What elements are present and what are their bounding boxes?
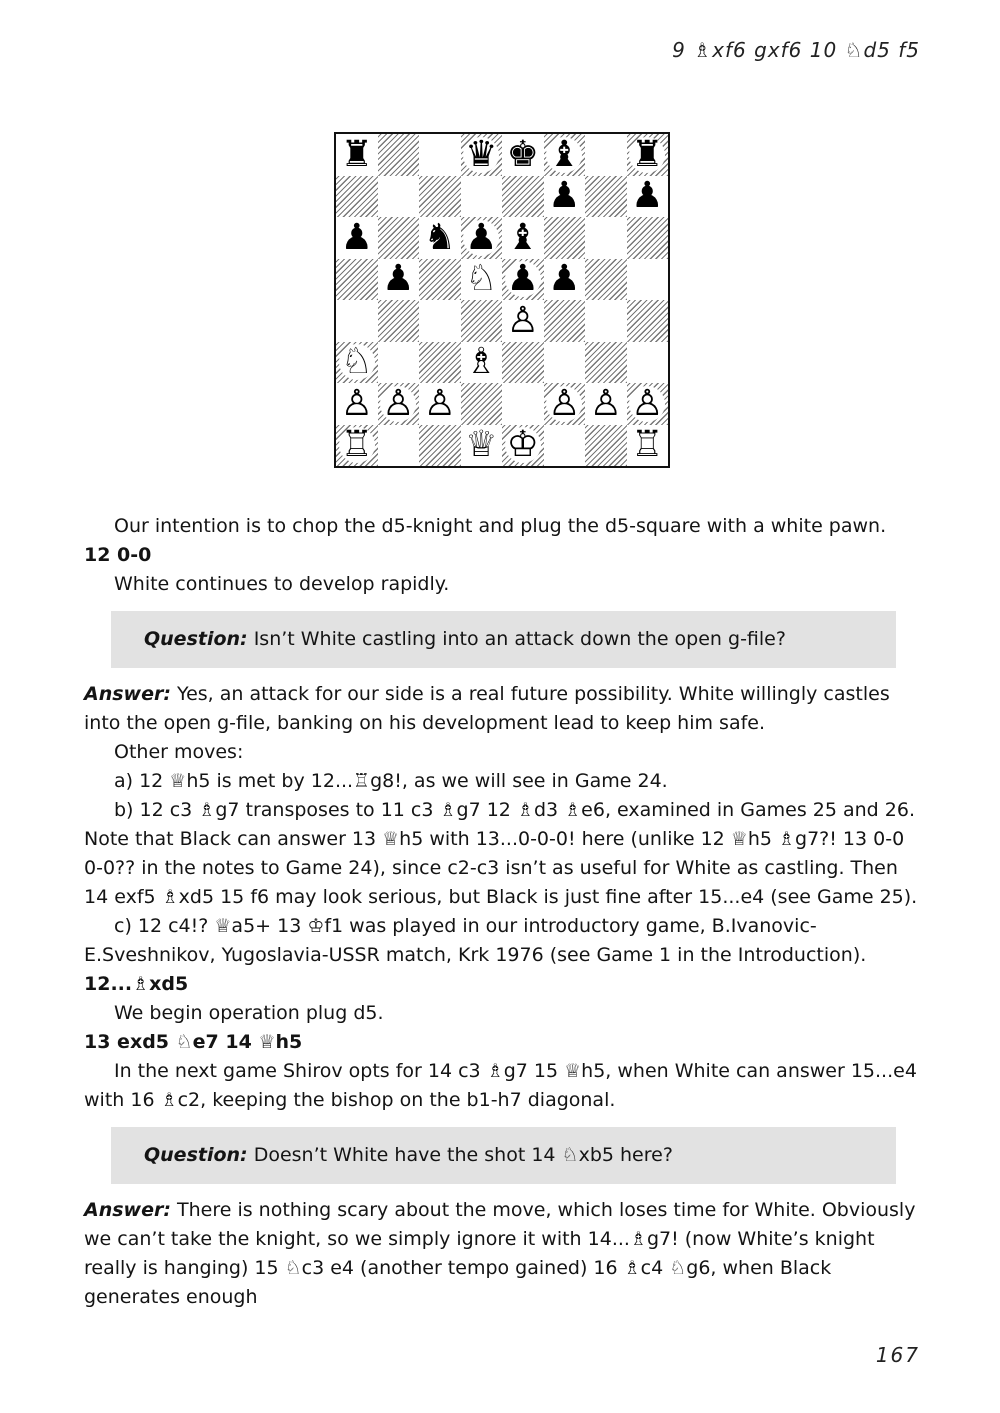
paragraph: We begin operation plug d5. <box>114 1002 384 1024</box>
square-b4 <box>378 300 420 342</box>
square-d7 <box>461 176 503 218</box>
square-g2 <box>585 383 627 425</box>
black-piece-icon: ♟ <box>465 216 498 258</box>
question-text: Doesn’t White have the shot 14 ♘xb5 here? <box>247 1144 673 1166</box>
square-f8 <box>544 134 586 176</box>
white-piece-icon: ♖ <box>340 424 373 466</box>
black-piece-icon: ♝ <box>506 216 539 258</box>
white-piece-icon: ♙ <box>631 382 664 424</box>
square-e6 <box>502 217 544 259</box>
paragraph: In the next game Shirov opts for 14 c3 ♗g7 15 ♕h5, when White can answer 15...e4 with 16 ♗c2, keeping the bishop on the b1-h7 diagonal. <box>84 1060 917 1111</box>
black-piece-icon: ♟ <box>340 216 373 258</box>
square-g1 <box>585 425 627 467</box>
answer-paragraph <box>84 1196 924 1312</box>
square-e7 <box>502 176 544 218</box>
square-h3 <box>627 342 669 384</box>
paragraph: c) 12 c4!? ♕a5+ 13 ♔f1 was played in our introductory game, B.Ivanovic-E.Sveshnikov, Yugoslavia-USSR match, Krk 1976 (see Game 1 in the Introduction). <box>84 915 867 966</box>
black-piece-icon: ♜ <box>340 133 373 175</box>
square-f5 <box>544 259 586 301</box>
square-f1 <box>544 425 586 467</box>
move-line: 12...♗xd5 <box>84 973 189 995</box>
white-piece-icon: ♕ <box>465 424 498 466</box>
square-a6 <box>336 217 378 259</box>
white-piece-icon: ♗ <box>465 341 498 383</box>
body-text <box>84 512 924 1312</box>
white-piece-icon: ♙ <box>548 382 581 424</box>
square-g3 <box>585 342 627 384</box>
square-c5 <box>419 259 461 301</box>
square-d4 <box>461 300 503 342</box>
square-d5 <box>461 259 503 301</box>
square-h6 <box>627 217 669 259</box>
square-e4 <box>502 300 544 342</box>
square-b5 <box>378 259 420 301</box>
paragraph: Other moves: <box>114 741 244 763</box>
question-text: Isn’t White castling into an attack down the open g-file? <box>247 628 786 650</box>
square-d6 <box>461 217 503 259</box>
move-line: 13 exd5 ♘e7 14 ♕h5 <box>84 1031 303 1053</box>
square-b7 <box>378 176 420 218</box>
square-a7 <box>336 176 378 218</box>
square-e5 <box>502 259 544 301</box>
paragraph: Our intention is to chop the d5-knight and plug the d5-square with a white pawn. <box>114 515 887 537</box>
answer-text: Yes, an attack for our side is a real future possibility. White willingly castles into the open g-file, banking on his development lead to keep him safe. <box>84 683 890 734</box>
square-h1 <box>627 425 669 467</box>
square-a5 <box>336 259 378 301</box>
square-h7 <box>627 176 669 218</box>
square-c2 <box>419 383 461 425</box>
square-c4 <box>419 300 461 342</box>
square-a4 <box>336 300 378 342</box>
square-a8 <box>336 134 378 176</box>
square-h8 <box>627 134 669 176</box>
white-piece-icon: ♔ <box>506 424 539 466</box>
square-g4 <box>585 300 627 342</box>
square-b1 <box>378 425 420 467</box>
square-a1 <box>336 425 378 467</box>
square-f6 <box>544 217 586 259</box>
square-b2 <box>378 383 420 425</box>
black-piece-icon: ♚ <box>506 133 539 175</box>
square-b6 <box>378 217 420 259</box>
question-box <box>111 1127 896 1184</box>
square-d2 <box>461 383 503 425</box>
paragraph: b) 12 c3 ♗g7 transposes to 11 c3 ♗g7 12 ♗d3 ♗e6, examined in Games 25 and 26. Note that Black can answer 13 ♕h5 with 13...0-0-0! here (unlike 12 ♕h5 ♗g7?! 13 0-0 0-0?? in the notes to Game 24), since c2-c3 isn’t as useful for White as castling. Then 14 exf5 ♗xd5 15 f6 may look serious, but Black is just fine after 15...e4 (see Game 25). <box>84 799 918 908</box>
white-piece-icon: ♖ <box>631 424 664 466</box>
answer-label: Answer: <box>84 1199 171 1221</box>
square-a2 <box>336 383 378 425</box>
answer-text: There is nothing scary about the move, which loses time for White. Obviously we can’t take the knight, so we simply ignore it with 14...♗g7! (now White’s knight really is hanging) 15 ♘c3 e4 (another tempo gained) 16 ♗c4 ♘g6, when Black generates enough <box>84 1199 916 1308</box>
white-piece-icon: ♙ <box>506 299 539 341</box>
square-h4 <box>627 300 669 342</box>
square-b3 <box>378 342 420 384</box>
paragraph: a) 12 ♕h5 is met by 12...♖g8!, as we will see in Game 24. <box>114 770 668 792</box>
white-piece-icon: ♙ <box>340 382 373 424</box>
square-d3 <box>461 342 503 384</box>
answer-label: Answer: <box>84 683 171 705</box>
white-piece-icon: ♙ <box>423 382 456 424</box>
white-piece-icon: ♘ <box>465 258 498 300</box>
black-piece-icon: ♟ <box>548 175 581 217</box>
black-piece-icon: ♝ <box>548 133 581 175</box>
square-c6 <box>419 217 461 259</box>
square-b8 <box>378 134 420 176</box>
question-label: Question: <box>144 1144 248 1166</box>
running-header: 9 ♗xf6 gxf6 10 ♘d5 f5 <box>672 38 920 62</box>
square-e8 <box>502 134 544 176</box>
black-piece-icon: ♟ <box>506 258 539 300</box>
move-line: 12 0-0 <box>84 544 152 566</box>
square-g6 <box>585 217 627 259</box>
page-number: 167 <box>875 1343 920 1367</box>
square-g8 <box>585 134 627 176</box>
white-piece-icon: ♙ <box>589 382 622 424</box>
square-h2 <box>627 383 669 425</box>
white-piece-icon: ♘ <box>340 341 373 383</box>
black-piece-icon: ♛ <box>465 133 498 175</box>
square-c7 <box>419 176 461 218</box>
square-f4 <box>544 300 586 342</box>
paragraph: White continues to develop rapidly. <box>114 573 450 595</box>
square-g7 <box>585 176 627 218</box>
square-f7 <box>544 176 586 218</box>
square-h5 <box>627 259 669 301</box>
answer-paragraph <box>84 680 924 738</box>
white-piece-icon: ♙ <box>382 382 415 424</box>
square-e2 <box>502 383 544 425</box>
square-a3 <box>336 342 378 384</box>
question-label: Question: <box>144 628 248 650</box>
question-box <box>111 611 896 668</box>
square-f2 <box>544 383 586 425</box>
square-e1 <box>502 425 544 467</box>
black-piece-icon: ♞ <box>423 216 456 258</box>
square-c3 <box>419 342 461 384</box>
chess-diagram <box>334 132 670 468</box>
square-e3 <box>502 342 544 384</box>
square-d8 <box>461 134 503 176</box>
square-c8 <box>419 134 461 176</box>
square-c1 <box>419 425 461 467</box>
square-f3 <box>544 342 586 384</box>
black-piece-icon: ♜ <box>631 133 664 175</box>
black-piece-icon: ♟ <box>631 175 664 217</box>
square-g5 <box>585 259 627 301</box>
black-piece-icon: ♟ <box>382 258 415 300</box>
square-d1 <box>461 425 503 467</box>
black-piece-icon: ♟ <box>548 258 581 300</box>
